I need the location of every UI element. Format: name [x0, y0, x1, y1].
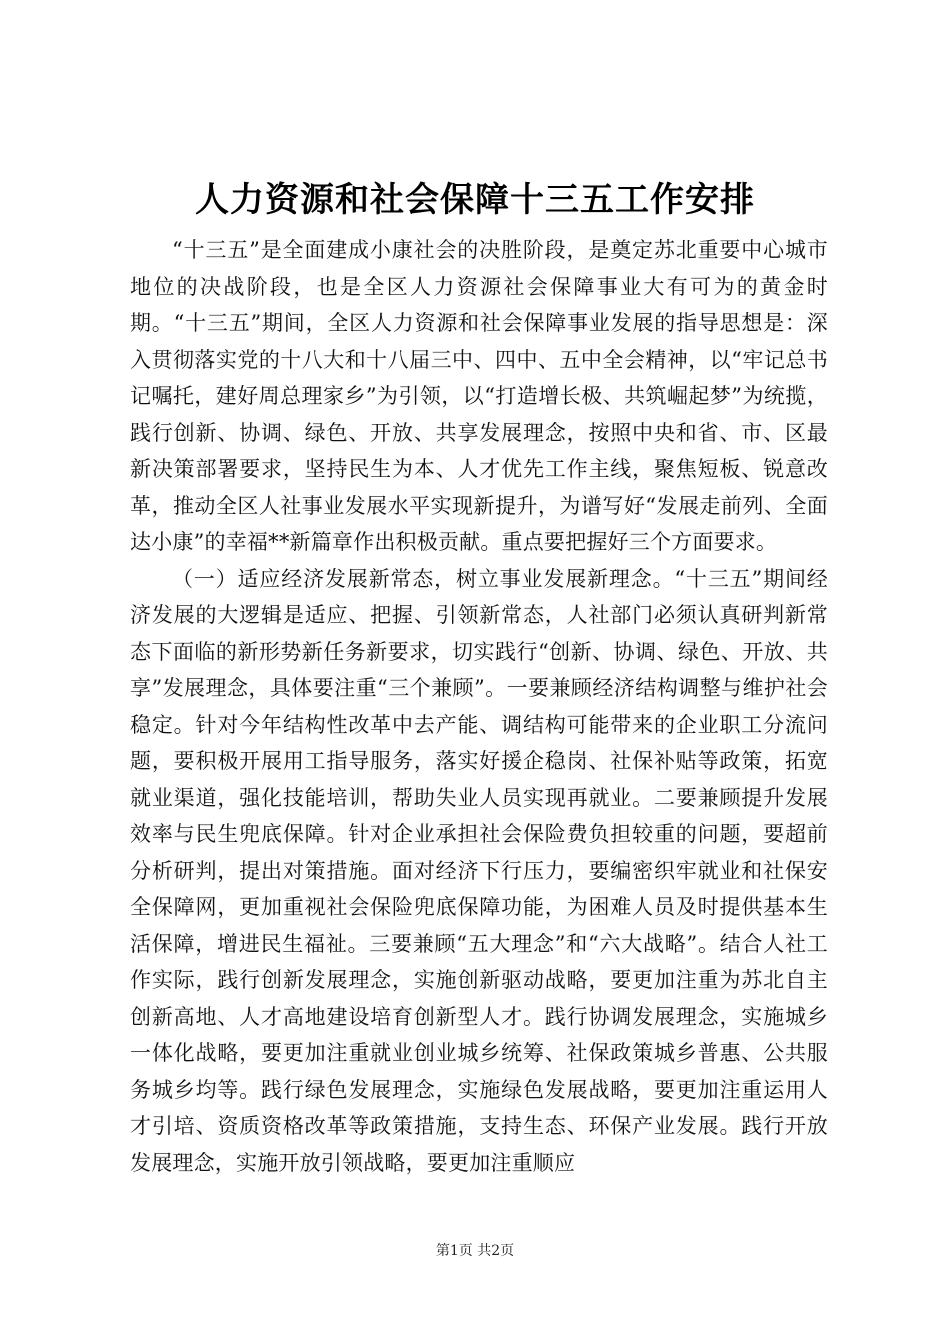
document-title: 人力资源和社会保障十三五工作安排 — [195, 180, 755, 220]
paragraph-intro: “十三五”是全面建成小康社会的决胜阶段，是奠定苏北重要中心城市地位的决战阶段，也是全区人力资源社会保障事业大有可为的黄金时期。“十三五”期间，全区人力资源和社会保障事业发展的指导思想是：深入贯彻落实党的十八大和十八届三中、四中、五中全会精神，以“牢记总书记嘱托，建好周总理家乡”为引领，以“打造增长极、共筑崛起梦”为统揽，践行创新、协调、绿色、开放、共享发展理念，按照中央和省、市、区最新决策部署要求，坚持民生为本、人才优先工作主线，聚焦短板、锐意改革，推动全区人社事业发展水平实现新提升，为谱写好“发展走前列、全面达小康”的幸福**新篇章作出积极贡献。重点要把握好三个方面要求。 — [130, 238, 828, 554]
paragraph-section-1: （一）适应经济发展新常态，树立事业发展新理念。“十三五”期间经济发展的大逻辑是适应、把握、引领新常态，人社部门必须认真研判新常态下面临的新形势新任务新要求，切实践行“创新、协调、绿色、开放、共享”发展理念，具体要注重“三个兼顾”。一要兼顾经济结构调整与维护社会稳定。针对今年结构性改革中去产能、调结构可能带来的企业职工分流问题，要积极开展用工指导服务，落实好援企稳岗、社保补贴等政策，拓宽就业渠道，强化技能培训，帮助失业人员实现再就业。二要兼顾提升发展效率与民生兜底保障。针对企业承担社会保险费负担较重的问题，要超前分析研判，提出对策措施。面对经济下行压力，要编密织牢就业和社保安全保障网，更加重视社会保险兜底保障功能，为困难人员及时提供基本生活保障，增进民生福祉。三要兼顾“五大理念”和“六大战略”。结合人社工作实际，践行创新发展理念，实施创新驱动战略，要更加注重为苏北自主创新高地、人才高地建设培育创新型人才。践行协调发展理念，实施城乡一体化战略，要更加注重就业创业城乡统筹、社保政策城乡普惠、公共服务城乡均等。践行绿色发展理念，实施绿色发展战略，要更加注重运用人才引培、资质资格改革等政策措施，支持生态、环保产业发展。践行开放发展理念，实施开放引领战略，要更加注重顺应 — [130, 566, 828, 1175]
page-footer: 第1页 共2页 — [435, 1243, 515, 1259]
document-body — [130, 232, 828, 1181]
